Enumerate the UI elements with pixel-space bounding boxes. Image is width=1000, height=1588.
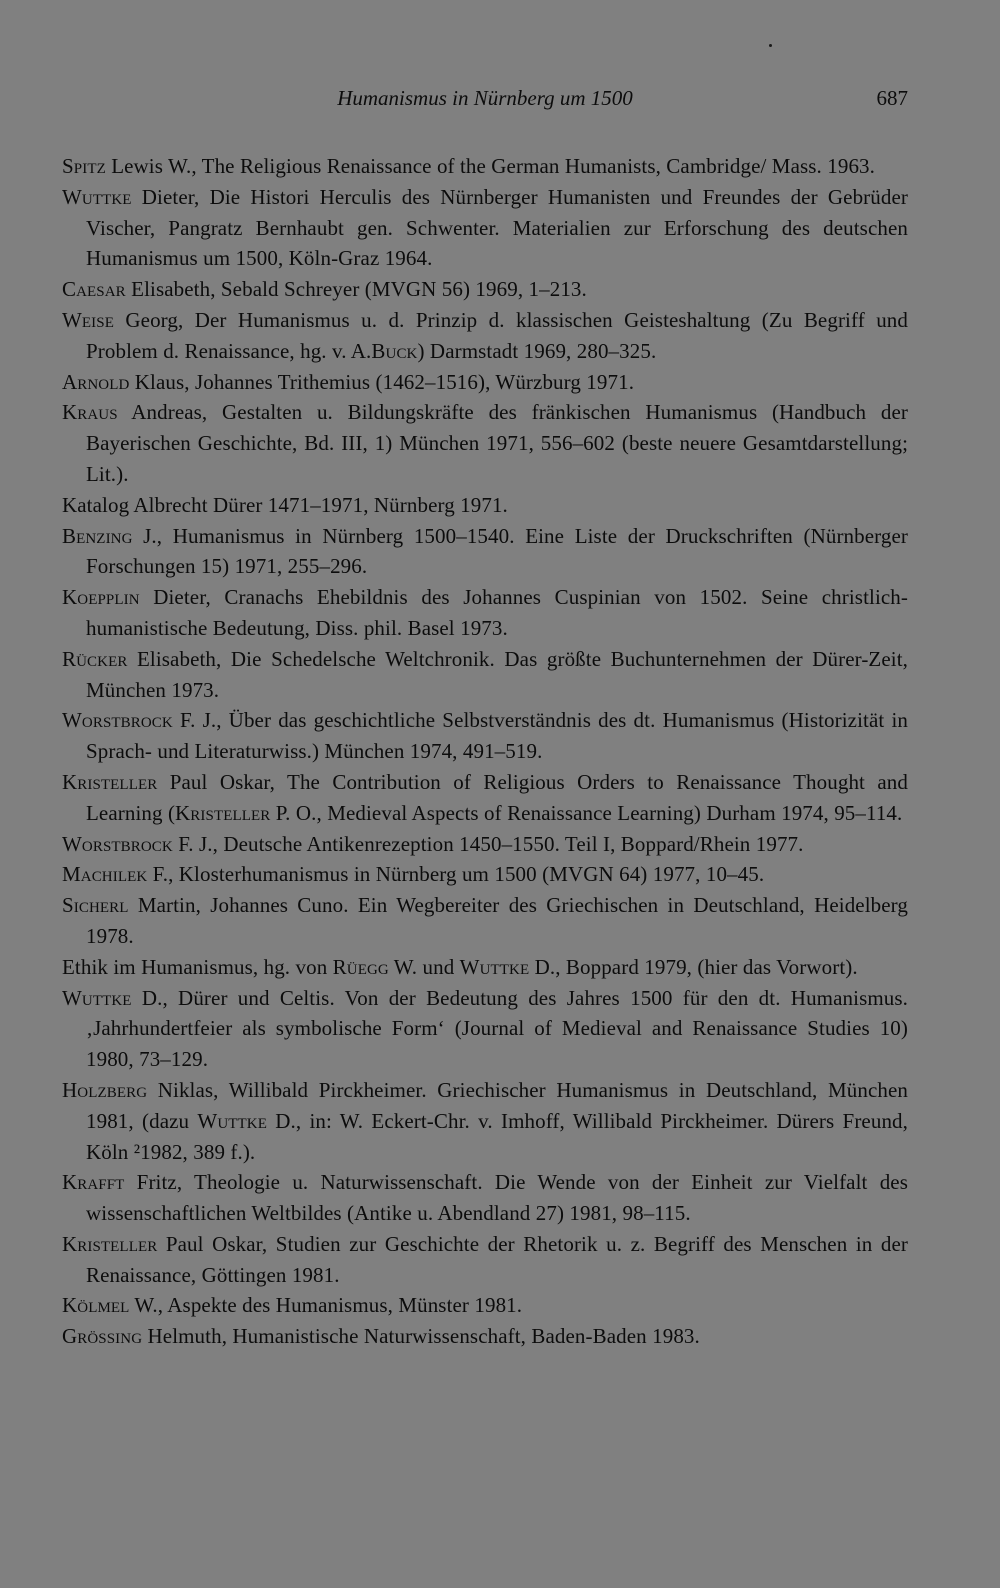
bibliography-entry (62, 305, 908, 367)
entry-text-continued: W. und (388, 954, 460, 979)
entry-author: Kristeller (62, 1231, 158, 1256)
entry-author: Holzberg (62, 1077, 148, 1102)
entry-author: Kristeller (62, 769, 158, 794)
bibliography-entry (62, 397, 908, 489)
entry-text-continued: ) Darmstadt 1969, 280–325. (417, 338, 657, 363)
entry-text: F., Klosterhumanismus in Nürnberg um 1500 (MVGN 64) 1977, 10–45. (147, 862, 765, 887)
entry-text: J., Humanismus in Nürnberg 1500–1540. Eine Liste der Druckschriften (Nürnberger Forschungen 15) 1971, 255–296. (86, 523, 908, 579)
bibliography-entry (62, 151, 908, 182)
entry-text: W., Aspekte des Humanismus, Münster 1981. (129, 1293, 523, 1318)
entry-author: Krafft (62, 1170, 125, 1195)
entry-text: F. J., Deutsche Antikenrezeption 1450–1550. Teil I, Boppard/Rhein 1977. (172, 831, 804, 856)
page-number: 687 (876, 86, 908, 110)
entry-editor: Wuttke (459, 954, 530, 979)
bibliography-entry (62, 182, 908, 274)
entry-text-continued: D., in: W. Eckert-Chr. v. Imhoff, Willibald Pirckheimer. Dürers Freund, Köln ²1982, 389 f.). (86, 1108, 908, 1164)
entry-author: Caesar (62, 277, 126, 302)
entry-text: Ethik im Humanismus, hg. von (62, 954, 333, 979)
entry-author: Wuttke (62, 985, 132, 1010)
entry-author: Spitz (62, 154, 106, 178)
bibliography-entry (62, 1229, 908, 1291)
entry-author: Kölmel (62, 1293, 130, 1318)
bibliography-entry (62, 521, 908, 583)
entry-text: Georg, Der Humanismus u. d. Prinzip d. klassischen Geisteshaltung (Zu Begriff und Problem d. Renaissance, hg. v. A. (86, 307, 908, 363)
entry-author: Weise (62, 307, 114, 332)
entry-text: Paul Oskar, Studien zur Geschichte der Rhetorik u. z. Begriff des Menschen in der Renaissance, Göttingen 1981. (86, 1231, 908, 1287)
entry-author: Rücker (62, 646, 128, 671)
bibliography-entry (62, 859, 908, 890)
entry-text: Dieter, Cranachs Ehebildnis des Johannes Cuspinian von 1502. Seine christlich-humanistische Bedeutung, Diss. phil. Basel 1973. (86, 585, 908, 640)
bibliography-entry (62, 767, 908, 829)
entry-author: Benzing (62, 523, 133, 548)
entry-text: Fritz, Theologie u. Naturwissenschaft. Die Wende von der Einheit zur Vielfalt des wissenschaftlichen Weltbildes (Antike u. Abendland 27) 1981, 98–115. (86, 1170, 908, 1226)
bibliography-entry (62, 1290, 908, 1321)
entry-author: Machilek (62, 862, 148, 887)
entry-text: Elisabeth, Die Schedelsche Weltchronik. Das größte Buchunternehmen der Dürer-Zeit, München 1973. (86, 646, 908, 702)
bibliography-entry (62, 952, 908, 983)
bibliography-entry (62, 582, 908, 644)
entry-editor: Wuttke (197, 1108, 267, 1133)
entry-text: F. J., Über das geschichtliche Selbstverständnis des dt. Humanismus (Historizität in Sprach- und Literaturwiss.) München 1974, 491–519. (86, 708, 908, 764)
entry-text: Andreas, Gestalten u. Bildungskräfte des fränkischen Humanismus (Handbuch der Bayerischen Geschichte, Bd. III, 1) München 1971, 556–602 (beste neuere Gesamtdarstellung; Lit.). (86, 400, 908, 486)
bibliography-entry (62, 705, 908, 767)
entry-author: Koepplin (62, 585, 140, 610)
bibliography-entry (62, 367, 908, 398)
entry-author: Sicherl (62, 893, 129, 918)
entry-author: Arnold (62, 369, 130, 394)
bibliography-entry (62, 1167, 908, 1229)
entry-author: Grössing (62, 1324, 143, 1349)
entry-text: Helmuth, Humanistische Naturwissenschaft, Baden-Baden 1983. (142, 1324, 700, 1349)
entry-text: Martin, Johannes Cuno. Ein Wegbereiter des Griechischen in Deutschland, Heidelberg 1978. (86, 893, 908, 948)
scan-speck (769, 44, 772, 47)
entry-text: Dieter, Die Histori Herculis des Nürnberger Humanisten und Freundes der Gebrüder Vischer, Pangratz Bernhaubt gen. Schwenter. Materialien zur Erforschung des deutschen Humanismus um 1500, Köln-Graz 1964. (86, 184, 908, 271)
entry-text: Elisabeth, Sebald Schreyer (MVGN 56) 1969, 1–213. (125, 277, 587, 302)
entry-editor: Buck (371, 338, 418, 363)
entry-text-continued: P. O., Medieval Aspects of Renaissance Learning) Durham 1974, 95–114. (270, 800, 903, 825)
bibliography-entry (62, 829, 908, 860)
bibliography-entry (62, 490, 908, 521)
entry-author: Wuttke (62, 184, 132, 209)
bibliography-entry (62, 890, 908, 952)
bibliography-entry (62, 644, 908, 706)
bibliography-entry (62, 983, 908, 1075)
running-header (62, 86, 908, 116)
bibliography-entry (62, 274, 908, 305)
entry-editor: Rüegg (332, 954, 389, 979)
bibliography-entry (62, 1075, 908, 1167)
entry-text: Lewis W., The Religious Renaissance of the German Humanists, Cambridge/ Mass. 1963. (105, 154, 875, 178)
entry-text: Niklas, Willibald Pirckheimer. Griechischer Humanismus in Deutschland, München 1981, (dazu (86, 1077, 908, 1133)
entry-author: Kraus (62, 400, 118, 425)
entry-text: Klaus, Johannes Trithemius (1462–1516), Würzburg 1971. (129, 369, 635, 394)
entry-text: Paul Oskar, The Contribution of Religious Orders to Renaissance Thought and Learning ( (86, 769, 908, 825)
bibliography-entry (62, 1321, 908, 1352)
entry-author: Worstbrock (62, 831, 173, 856)
entry-text: Katalog Albrecht Dürer 1471–1971, Nürnberg 1971. (62, 492, 508, 517)
entry-author: Worstbrock (62, 708, 173, 733)
entry-editor: Kristeller (175, 800, 271, 825)
entry-text-continued: D., Boppard 1979, (hier das Vorwort). (529, 954, 858, 979)
entry-text: D., Dürer und Celtis. Von der Bedeutung des Jahres 1500 für den dt. Humanismus. ‚Jahrhundertfeier als symbolische Form‘ (Journal of Medieval and Renaissance Studies 10) 1980, 73–129. (86, 985, 908, 1072)
running-title: Humanismus in Nürnberg um 1500 (337, 86, 633, 110)
bibliography-list (62, 151, 908, 1352)
